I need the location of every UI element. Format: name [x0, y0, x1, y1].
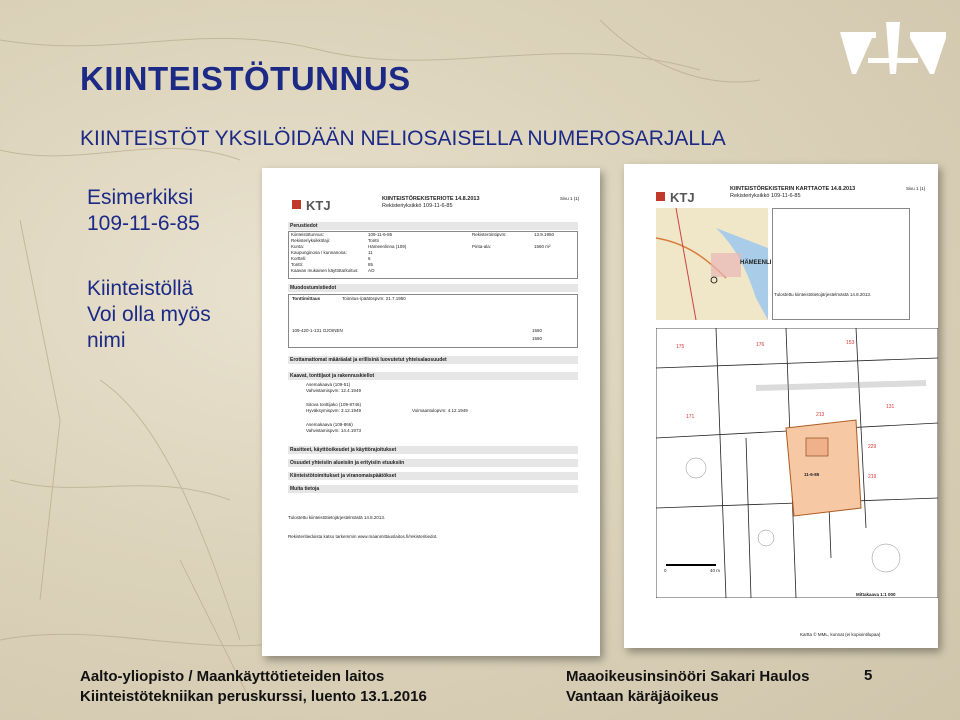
origin-total: 1560 — [532, 336, 543, 341]
register-extract-document — [262, 168, 600, 656]
reg-date: 13.9.1950 — [534, 232, 555, 237]
ktj-logo: KTJ — [306, 198, 331, 213]
footer-note: Rekisteritiedoista katso tarkemmin www.maanmittauslaitos.fi/rekisteritiedot. — [288, 534, 438, 539]
printed-note: Tulostettu kiinteistötietojärjestelmästä 14.8.2013. — [288, 515, 386, 520]
place-name: HÄMEENLI — [740, 260, 772, 266]
svg-text:153: 153 — [846, 340, 855, 346]
example-block — [87, 185, 200, 237]
section-plans: Kaavat, tonttijaot ja rakennuskiellot — [288, 372, 578, 380]
row-value: Hämeenlinna (109) — [368, 244, 407, 249]
scale-zero: 0 — [664, 568, 667, 573]
svg-text:219: 219 — [868, 474, 877, 480]
plan-1-date: Vahvistamispvm: 12.4.1949 — [306, 388, 361, 393]
parcel-label: 11-6-85 — [804, 472, 820, 477]
example-label: Esimerkiksi — [87, 186, 194, 209]
area-value: 1560 m² — [534, 244, 551, 249]
plan-3: Asemakaava (109-866) — [306, 422, 353, 427]
map-page: Sivu 1 (1) — [906, 186, 926, 191]
map-header-title: KIINTEISTÖREKISTERIN KARTTAOTE 14.8.2013 — [730, 186, 856, 192]
row-value: 85 — [368, 262, 374, 267]
row-value: 109-11-6-85 — [368, 232, 393, 237]
page-number: 5 — [864, 667, 873, 684]
map-extract-document — [624, 164, 938, 648]
register-header-id: Rekisteriyksikkö 109-11-6-85 — [382, 203, 453, 209]
section-rights: Erottamattomat määräalat ja erillisinä luovutetut yhteisalaosuudet — [288, 356, 578, 364]
section-operations: Kiinteistötoimitukset ja viranomaispäätökset — [288, 472, 578, 480]
note-line-2: Voi olla myös — [87, 303, 211, 326]
svg-text:213: 213 — [816, 412, 825, 418]
formation-date: Toimitus-/päätöspvm: 21.7.1950 — [342, 296, 406, 301]
map-header-id: Rekisteriyksikkö 109-11-6-85 — [730, 193, 801, 199]
svg-text:171: 171 — [686, 414, 695, 420]
row-label: Kortteli: — [291, 256, 307, 261]
section-shares: Osuudet yhteisiin alueisiin ja erityisiin etuuksiin — [288, 459, 578, 467]
note-line-1: Kiinteistöllä — [87, 277, 194, 300]
row-value: AO — [368, 268, 375, 273]
row-label: Kaupunginosa / kunnanosa: — [291, 250, 347, 255]
footer-right-line-1: Maaoikeusinsinööri Sakari Haulos — [566, 668, 810, 685]
row-label: Rekisteriyksikkölaji: — [291, 238, 331, 243]
plan-2: Sitova tonttijako (109-8746) — [306, 402, 362, 407]
row-value: 11 — [368, 250, 373, 255]
origin-unit: 109-420-1-131 OJOINEN — [292, 328, 343, 333]
map-credit: Kartta © MML, kunnat (ei kopiointilupaa) — [800, 632, 881, 637]
row-label: Tontti: — [291, 262, 304, 267]
register-header-title: KIINTEISTÖREKISTERIOTE 14.8.2013 — [382, 196, 480, 202]
plan-3-date: Vahvistamispvm: 14.4.1973 — [306, 428, 361, 433]
footer-right-line-2: Vantaan käräjäoikeus — [566, 688, 719, 705]
scale-max: 40 m — [710, 568, 721, 573]
svg-text:175: 175 — [676, 344, 685, 350]
plan-1: Asemakaava (109-51) — [306, 382, 351, 387]
footer-left-line-2: Kiinteistötekniikan peruskurssi, luento 13.1.2016 — [80, 688, 427, 705]
section-formation: Muodostumistiedot — [288, 284, 578, 292]
svg-text:131: 131 — [886, 404, 895, 410]
note-block — [87, 276, 211, 354]
svg-text:229: 229 — [868, 444, 877, 450]
plan-2-effect: Voimaantulopvm: 4.12.1949 — [412, 408, 468, 413]
reg-date-label: Rekisteröintipvm: — [472, 232, 507, 237]
register-page: Sivu 1 (1) — [560, 196, 580, 201]
formation-type: Tonttimittaus — [292, 296, 321, 301]
footer-right — [566, 667, 809, 707]
section-easements: Rasitteet, käyttöoikeudet ja käyttörajoitukset — [288, 446, 578, 454]
note-line-3: nimi — [87, 329, 126, 352]
row-label: Kunta: — [291, 244, 305, 249]
cadastral-map — [656, 328, 938, 598]
row-label: Kaavan mukainen käyttötarkoitus: — [291, 268, 359, 273]
area-label: Pinta-ala: — [472, 244, 492, 249]
row-label: Kiinteistötunnus: — [291, 232, 325, 237]
section-basic-info: Perustiedot — [288, 222, 578, 230]
origin-area: 1560 — [532, 328, 543, 333]
plan-2-date: Hyväksymispvm: 3.12.1949 — [306, 408, 362, 413]
footer-left-line-1: Aalto-yliopisto / Maankäyttötieteiden laitos — [80, 668, 385, 685]
slide-subtitle: KIINTEISTÖT YKSILÖIDÄÄN NELIOSAISELLA NUMEROSARJALLA — [80, 127, 726, 150]
map-printed: Tulostettu kiinteistötietojärjestelmästä 14.8.2013. — [774, 292, 872, 297]
footer-left — [80, 667, 427, 707]
ktj-logo: KTJ — [670, 190, 695, 205]
example-code: 109-11-6-85 — [87, 212, 200, 235]
slide-title: KIINTEISTÖTUNNUS — [80, 60, 411, 97]
university-logo — [838, 18, 948, 86]
row-value: 6 — [368, 256, 371, 261]
map-info-box — [772, 208, 910, 320]
svg-text:176: 176 — [756, 342, 765, 348]
section-other: Muita tietoja — [288, 485, 578, 493]
map-scale: Mittakaava 1:1 000 — [856, 592, 896, 597]
row-value: Tontti — [368, 238, 379, 243]
